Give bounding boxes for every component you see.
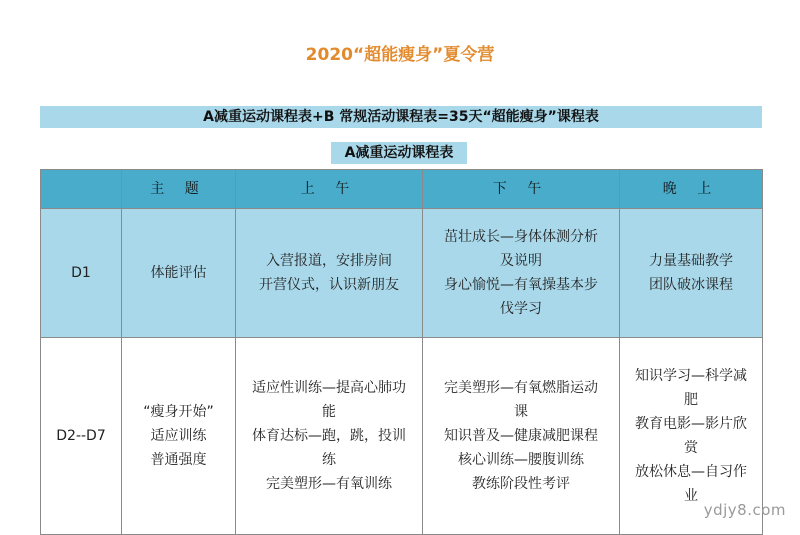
cell-line: 肥 [684, 392, 698, 408]
cell-line: 适应训练 [150, 428, 207, 444]
cell-line: 教练阶段性考评 [472, 476, 570, 492]
table-row [41, 209, 763, 338]
cell-line: 练 [322, 452, 336, 468]
cell-line: 伐学习 [500, 301, 542, 317]
afternoon-cell [423, 209, 620, 338]
morning-cell [236, 209, 423, 338]
header-day [41, 170, 122, 209]
cell-line: 体育达标—跑，跳，投训 [252, 428, 406, 444]
cell-line: 业 [684, 488, 698, 504]
course-summary-heading: A减重运动课程表+B 常规活动课程表=35天“超能瘦身”课程表 [40, 106, 762, 128]
cell-line: 赏 [684, 440, 698, 456]
cell-line: 普通强度 [150, 452, 207, 468]
cell-line: 教育电影—影片欣 [635, 416, 747, 432]
cell-line: 体能评估 [150, 265, 207, 281]
cell-line: 能 [322, 404, 336, 420]
day-cell: D2--D7 [41, 338, 122, 535]
header-row [41, 170, 763, 209]
evening-cell [620, 209, 763, 338]
cell-line: “瘦身开始” [143, 404, 214, 420]
afternoon-cell [423, 338, 620, 535]
header-morning: 上 午 [236, 170, 423, 209]
theme-cell [122, 338, 236, 535]
cell-line: 适应性训练—提高心肺功 [252, 380, 406, 396]
page-title: 2020“超能瘦身”夏令营 [305, 45, 495, 65]
morning-cell [236, 338, 423, 535]
header-theme: 主 题 [122, 170, 236, 209]
cell-line: 知识学习—科学减 [635, 368, 747, 384]
table-heading: A减重运动课程表 [331, 142, 467, 164]
watermark: ydjy8.com [703, 501, 786, 519]
cell-line: 入营报道，安排房间 [266, 253, 392, 269]
day-cell: D1 [41, 209, 122, 338]
cell-line: 茁壮成长—身体体测分析 [444, 229, 598, 245]
cell-line: 知识普及—健康减肥课程 [444, 428, 598, 444]
cell-line: 课 [514, 404, 528, 420]
table-row [41, 338, 763, 535]
header-evening: 晚 上 [620, 170, 763, 209]
cell-line: 开营仪式，认识新朋友 [259, 277, 399, 293]
cell-line: 核心训练—腰腹训练 [458, 452, 584, 468]
cell-line: 完美塑形—有氧训练 [266, 476, 392, 492]
header-afternoon: 下 午 [423, 170, 620, 209]
cell-line: 放松休息—自习作 [635, 464, 747, 480]
schedule-table [40, 169, 763, 535]
theme-cell [122, 209, 236, 338]
cell-line: 及说明 [500, 253, 542, 269]
cell-line: 身心愉悦—有氧操基本步 [444, 277, 598, 293]
cell-line: 力量基础教学 [649, 253, 733, 269]
cell-line: 完美塑形—有氧燃脂运动 [444, 380, 598, 396]
cell-line: 团队破冰课程 [649, 277, 733, 293]
